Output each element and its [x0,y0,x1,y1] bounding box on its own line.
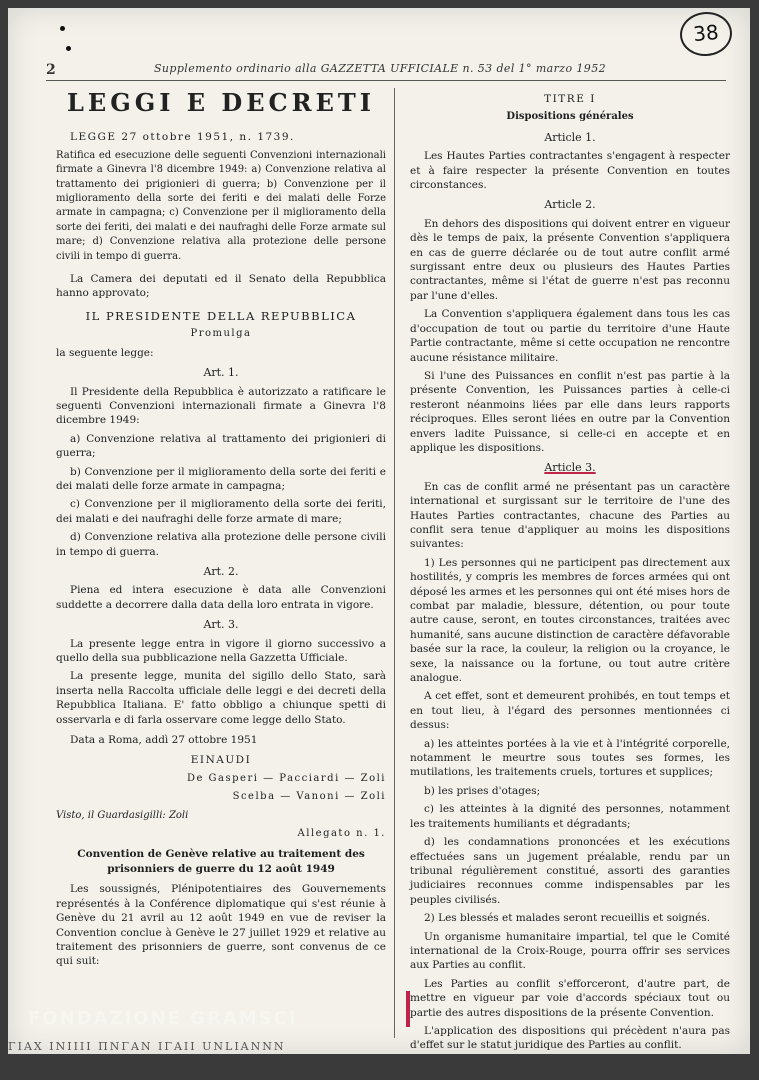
article1-title: Article 1. [544,130,596,144]
art3-text: La presente legge entra in vigore il giorno successivo a quello della sua pubblicazione nella Gazzetta Ufficiale. [56,637,386,664]
art1-item-c: c) Convenzione per il miglioramento della sorte dei feriti, dei malati e dei naufraghi delle forze armate di mare; [56,498,386,525]
convention-preamble: Les soussignés, Plénipotentiaires des Gouvernements représentés à la Conférence diplomatique qui s'est réunie à Genève du 21 avril au 12 août 1949 en vue de reviser la Convention conclue à Genève le 27 juillet 1929 et relative au traitement des prisonniers de guerre, sont convenus de ce qui suit: [56,883,386,968]
art1-title: Art. 1. [203,366,239,380]
gazette-line: Supplemento ordinario alla GAZZETTA UFFICIALE n. 53 del 1° marzo 1952 [154,62,606,75]
article3-item-1: 1) Les personnes qui ne participent pas directement aux hostilités, y compris les membres de forces armées qui ont déposé les armes et les personnes qui ont été mises hors de combat par maladie, blessure, détention, ou pour toute autre cause, seront, en toutes circonstances, traitées avec humanité, sans aucune distinction de caractère défavorable basée sur la race, la couleur, la religion ou la croyance, le sexe, la naissance ou la fortune, ou tout autre critère analogue. [410,556,730,685]
article3-organisme: Un organisme humanitaire impartial, tel que le Comité international de la Croix-Rouge, pourra offrir ses services aux Parties au conflit. [410,930,730,972]
archive-number: 38 [678,10,734,58]
section-title: LEGGI E DECRETI [67,88,375,117]
date-line: Data a Roma, addì 27 ottobre 1951 [70,734,258,747]
right-column [410,88,730,1054]
next-page-strip: ΓΙΑΧ ΙΝΙΙΙΙ ΠΝΓΑΝ ΙΓΑΙΙ UNLIANNN [8,1040,286,1053]
dispositions-heading: Dispositions générales [506,111,634,123]
titre-heading: TITRE I [544,93,596,105]
article2-p2: La Convention s'appliquera également dans tous les cas d'occupation de tout ou partie du territoire d'une Haute Partie contractante, même si cette occupation ne rencontre aucune résistance militaire. [410,308,730,364]
seguente-legge: la seguente legge: [56,346,154,359]
article3-intro: En cas de conflit armé ne présentant pas un caractère international et surgissant sur le territoire de l'une des Hautes Parties contractantes, chacune des Parties au conflit sera tenue d'appliquer au moins les dispositions suivantes: [410,480,730,551]
article3-title: Article 3. [544,461,596,475]
guardasigilli: Visto, il Guardasigilli: Zoli [56,809,189,821]
article3-item-2: 2) Les blessés et malades seront recueillis et soignés. [424,912,711,925]
article3-item-a: a) les atteintes portées à la vie et à l'intégrité corporelle, notamment le meurtre sous toutes ses formes, les mutilations, les traitements cruels, tortures et supplices; [410,737,730,779]
article3-accords: Les Parties au conflit s'efforceront, d'autre part, de mettre en vigueur par voie d'accords spéciaux tout ou partie des autres dispositions de la présente Convention. [410,977,730,1019]
approval-text: La Camera dei deputati ed il Senato della Repubblica hanno approvato; [56,273,386,300]
archive-watermark: FONDAZIONE GRAMSCI [28,1008,298,1029]
column-separator [394,88,395,1038]
header-rule [46,80,726,81]
article2-p1: En dehors des dispositions qui doivent entrer en vigueur dès le temps de paix, la présente Convention s'appliquera en cas de guerre déclarée ou de tout autre conflit armé surgissant entre deux ou plusieurs des Hautes Parties contractantes, même si l'état de guerre n'est pas reconnu par l'une d'elles. [410,217,730,302]
art1-item-b: b) Convenzione per il miglioramento della sorte dei feriti e dei malati delle forze armate in campagna; [56,465,386,492]
article3-item-d: d) les condamnations prononcées et les exécutions effectuées sans un jugement préalable, rendu par un tribunal régulièrement constitué, assorti des garanties judiciaires reconnues comme indispensables par les peuples civilisés. [410,836,730,906]
art3-title: Art. 3. [203,618,239,632]
art2-text: Piena ed intera esecuzione è data alle Convenzioni suddette a decorrere dalla data della loro entrata in vigore. [56,584,386,611]
art1-item-a: a) Convenzione relativa al trattamento dei prigionieri di guerra; [56,432,386,460]
convention-title: Convention de Genève relative au traitement des prisonniers de guerre du 12 août 1949 [77,848,365,875]
ink-dot [60,26,65,31]
seal-text: La presente legge, munita del sigillo dello Stato, sarà inserta nella Raccolta ufficiale delle leggi e dei decreti della Repubblica Italiana. E' fatto obbligo a chiunque spetti di osservarla e di farla osservare come legge dello Stato. [56,670,386,726]
ministers-line-2: Scelba — Vanoni — Zoli [232,791,386,803]
president-heading: IL PRESIDENTE DELLA REPUBBLICA [85,308,357,323]
left-column [56,88,386,973]
signer: EINAUDI [190,754,252,767]
ink-dot [66,46,71,51]
ministers-line-1: De Gasperi — Pacciardi — Zoli [186,772,386,784]
margin-highlight-mark [406,991,410,1027]
article3-effet: A cet effet, sont et demeurent prohibés, en tout temps et en tout lieu, à l'égard des personnes mentionnées ci dessus: [410,690,730,732]
article2-title: Article 2. [544,198,596,212]
page-number: 2 [46,62,56,78]
article2-p3: Si l'une des Puissances en conflit n'est pas partie à la présente Convention, les Puissances parties à celle-ci resteront néanmoins liées par elle dans leurs rapports réciproques. Elles seront liées en outre par la Convention envers ladite Puissance, si celle-ci en accepte et en applique les dispositions. [410,369,730,454]
article3-item-c: c) les atteintes à la dignité des personnes, notamment les traitements humiliants et dégradants; [410,803,730,830]
article1-text: Les Hautes Parties contractantes s'engagent à respecter et à faire respecter la présente Convention en toutes circonstances. [410,150,730,192]
article3-item-b: b) les prises d'otages; [424,784,541,797]
art1-text: Il Presidente della Repubblica è autorizzato a ratificare le seguenti Convenzioni internazionali firmate a Ginevra l'8 dicembre 1949: [56,385,386,427]
promulga: Promulga [190,328,252,340]
law-summary: Ratifica ed esecuzione delle seguenti Convenzioni internazionali firmate a Ginevra l'8 dicembre 1949: a) Convenzione relativa al trattamento dei prigionieri di guerra; b) Convenzione per il miglioramento della sorte dei feriti e dei malati delle Forze armate in campagna; c) Convenzione per il miglioramento della sorte dei feriti, dei malati e dei naufraghi delle Forze armate sul mare; d) Convenzione relativa alla protezione delle persone civili in tempo di guerra. [56,149,386,262]
document-page [8,8,750,1054]
art1-item-d: d) Convenzione relativa alla protezione delle persone civili in tempo di guerra. [56,531,386,558]
allegato: Allegato n. 1. [297,828,386,840]
law-heading: LEGGE 27 ottobre 1951, n. 1739. [70,131,295,144]
article3-statut: L'application des dispositions qui précèdent n'aura pas d'effet sur le statut juridique des Parties au conflit. [410,1024,730,1052]
art2-title: Art. 2. [203,564,239,578]
